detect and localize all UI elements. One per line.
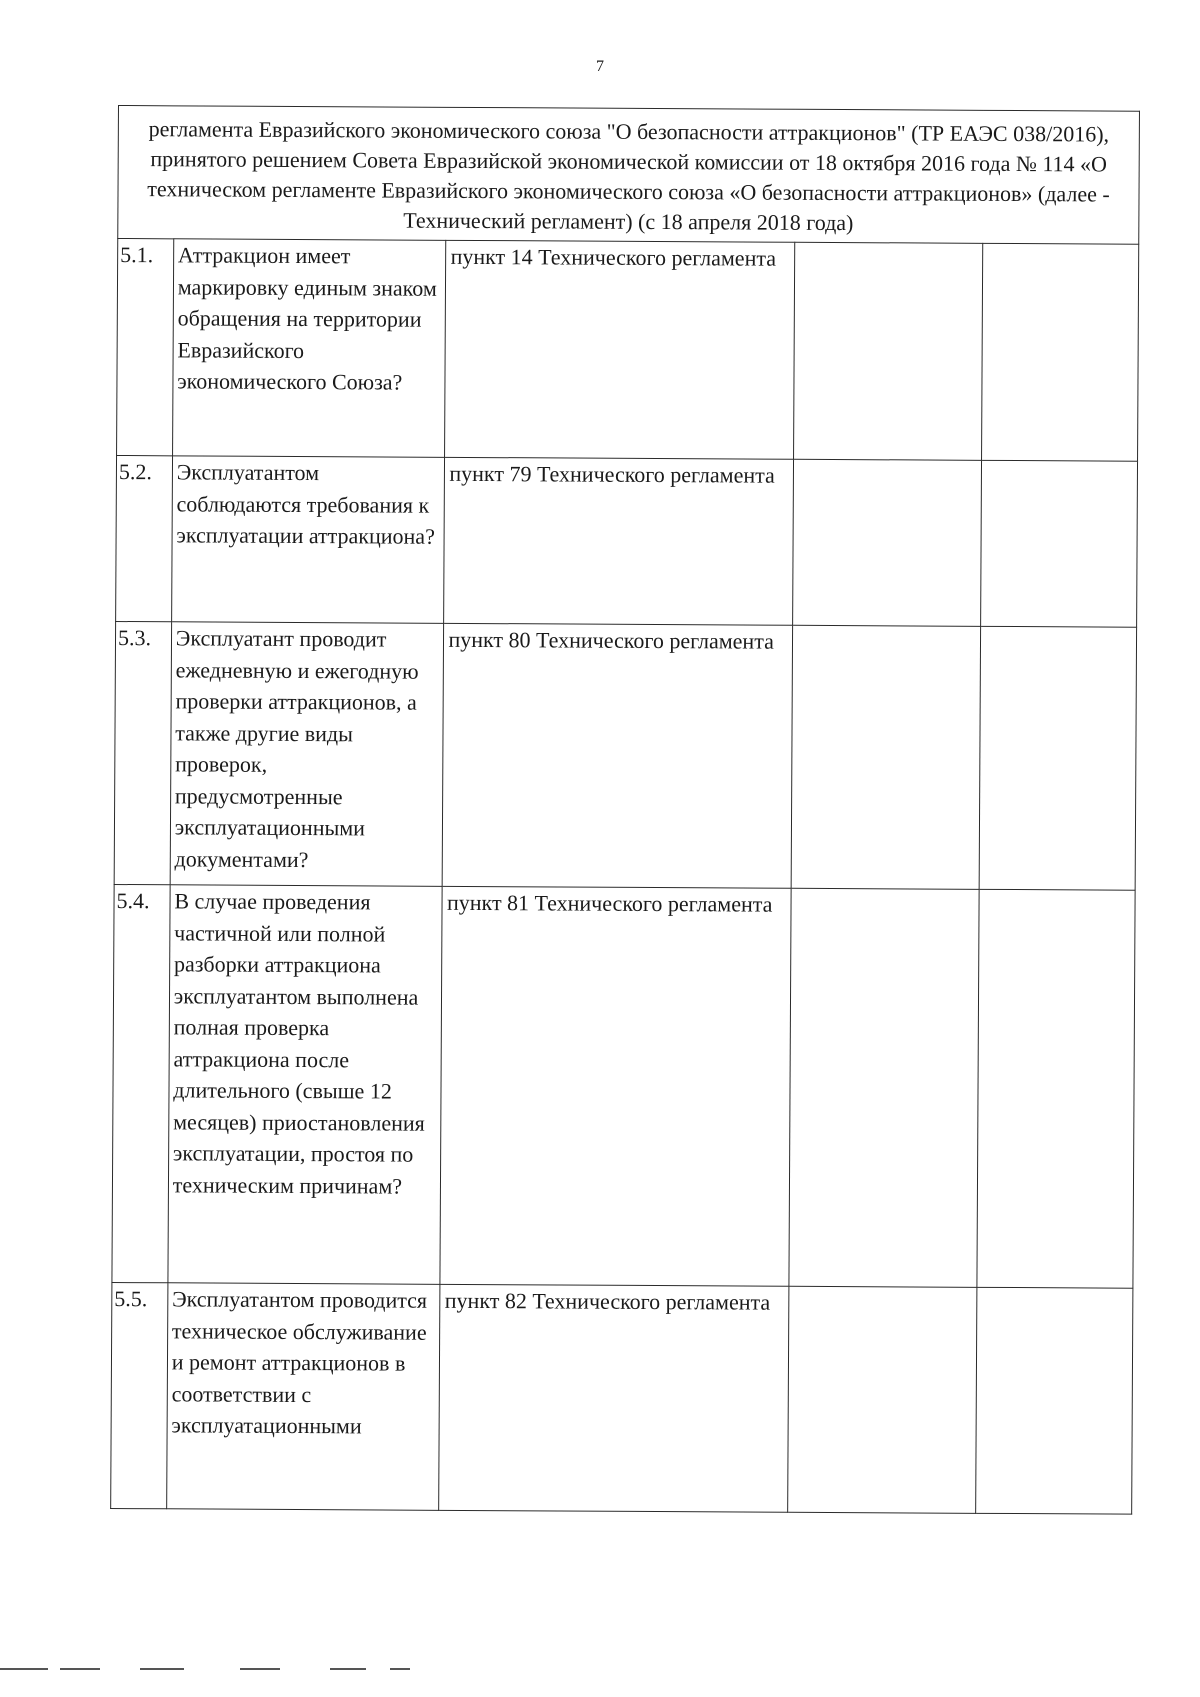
dash-mark — [60, 1668, 100, 1670]
page-number: 7 — [596, 58, 604, 75]
row-answer-cell — [793, 459, 982, 626]
table-row — [117, 239, 1139, 462]
row-reference: пункт 80 Технического регламента — [443, 623, 793, 888]
dash-mark — [390, 1668, 410, 1670]
row-question: Эксплуатантом соблюдаются требования к эксплуатации аттракциона? — [171, 456, 445, 624]
row-question: Эксплуатант проводит ежедневную и ежегодную проверки аттракционов, а также другие виды проверок, предусмотренные эксплуатационными документами? — [170, 622, 444, 887]
row-question: Эксплуатантом проводится техническое обслуживание и ремонт аттракционов в соответствии с эксплуатационными — [166, 1283, 440, 1511]
row-note-cell — [979, 626, 1136, 890]
row-reference: пункт 79 Технического регламента — [444, 457, 794, 625]
row-question: Аттракцион имеет маркировку единым знаком обращения на территории Евразийского экономического Союза? — [172, 239, 446, 458]
row-number: 5.5. — [111, 1282, 168, 1508]
row-number: 5.3. — [114, 621, 171, 884]
row-answer-cell — [794, 242, 983, 460]
row-note-cell — [977, 889, 1135, 1288]
table-row — [114, 621, 1136, 890]
row-number: 5.1. — [117, 239, 174, 456]
row-note-cell — [982, 243, 1139, 461]
checklist-table — [110, 105, 1140, 1515]
dash-mark — [0, 1668, 48, 1670]
table-row — [116, 455, 1138, 627]
row-answer-cell — [792, 625, 981, 889]
row-answer-cell — [788, 1286, 977, 1513]
table-row — [111, 1282, 1133, 1514]
row-note-cell — [981, 460, 1138, 627]
row-number: 5.4. — [112, 884, 170, 1282]
table-heading-row — [118, 106, 1140, 245]
row-reference: пункт 14 Технического регламента — [445, 240, 795, 459]
table-heading: регламента Евразийского экономического союза "О безопасности аттракционов" (ТР ЕАЭС 038/2016), принятого решением Совета Евразийской экономической комиссии от 18 октября 2016 года № 114 «О техническом регламенте Евразийского экономического союза «О безопасности аттракционов» (далее - Технический регламент) (с 18 апреля 2018 года) — [118, 106, 1140, 245]
row-reference: пункт 82 Технического регламента — [439, 1284, 789, 1512]
row-note-cell — [976, 1287, 1133, 1514]
row-question: В случае проведения частичной или полной разборки аттракциона эксплуатантом выполнена полная проверка аттракциона после длительного (свыше 12 месяцев) приостановления эксплуатации, простоя по техническим причинам? — [168, 885, 443, 1285]
footer-dash-marks — [0, 1668, 420, 1671]
dash-mark — [140, 1668, 184, 1670]
row-reference: пункт 81 Технического регламента — [440, 886, 791, 1286]
dash-mark — [330, 1668, 366, 1670]
table-row — [112, 884, 1135, 1288]
row-answer-cell — [789, 888, 979, 1287]
dash-mark — [240, 1668, 280, 1670]
row-number: 5.2. — [116, 455, 173, 621]
